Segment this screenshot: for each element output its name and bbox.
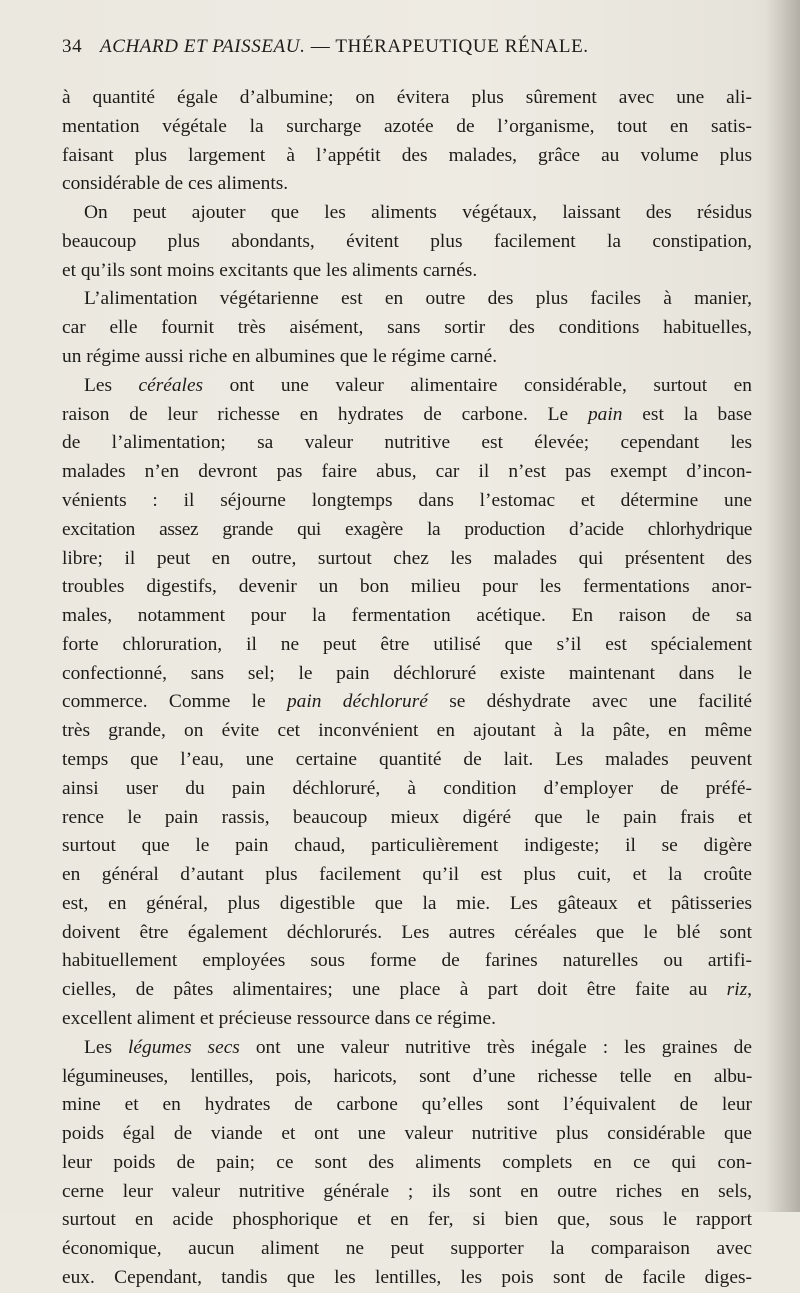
text-line: Les légumes secs ont une valeur nutritive très inégale : les graines de	[84, 1036, 752, 1058]
text-line: leur poids de pain; ce sont des aliments complets en ce qui con-	[62, 1151, 752, 1173]
text-line: de l’alimentation; sa valeur nutritive est élevée; cependant les	[62, 432, 752, 454]
text-line: ainsi user du pain déchloruré, à condition d’employer de préfé-	[62, 777, 752, 799]
text-line: surtout que le pain chaud, particulièrement indigeste; il se digère	[62, 835, 752, 857]
text-line: doivent être également déchlorurés. Les autres céréales que le blé sont	[62, 921, 752, 943]
text-line: en général d’autant plus facilement qu’il est plus cuit, et la croûte	[62, 864, 752, 886]
text-line: car elle fournit très aisément, sans sortir des conditions habituelles,	[62, 317, 752, 339]
paragraph	[62, 84, 752, 199]
text-line: à quantité égale d’albumine; on évitera plus sûrement avec une ali-	[62, 87, 752, 108]
text-line: et qu’ils sont moins excitants que les aliments carnés.	[62, 259, 478, 281]
text-line: surtout en acide phosphorique et en fer, si bien que, sous le rapport	[62, 1209, 752, 1231]
text-line: raison de leur richesse en hydrates de carbone. Le pain est la base	[62, 403, 752, 425]
text-line: un régime aussi riche en albumines que le régime carné.	[62, 346, 498, 368]
text-line: temps que l’eau, une certaine quantité de lait. Les malades peuvent	[62, 748, 752, 770]
text-line: malades n’en devront pas faire abus, car il n’est pas exempt d’incon-	[62, 461, 752, 483]
text-line: beaucoup plus abondants, évitent plus facilement la constipation,	[62, 230, 752, 252]
text-line: habituellement employées sous forme de farines naturelles ou artifi-	[62, 950, 752, 972]
text-line: très grande, on évite cet inconvénient en ajoutant à la pâte, en même	[62, 720, 752, 742]
paragraph	[62, 1034, 752, 1293]
text-line: cielles, de pâtes alimentaires; une place à part doit être faite au riz,	[62, 979, 752, 1001]
text-line: mentation végétale la surcharge azotée de l’organisme, tout en satis-	[62, 115, 752, 137]
paragraph	[62, 199, 752, 285]
text-line: économique, aucun aliment ne peut supporter la comparaison avec	[62, 1238, 752, 1260]
text-line: considérable de ces aliments.	[62, 173, 289, 195]
text-line: Les céréales ont une valeur alimentaire considérable, surtout en	[84, 374, 752, 396]
text-line: eux. Cependant, tandis que les lentilles, les pois sont de facile diges-	[62, 1267, 752, 1289]
header-title: — THÉRAPEUTIQUE RÉNALE.	[310, 36, 589, 57]
text-line: cerne leur valeur nutritive générale ; ils sont en outre riches en sels,	[62, 1180, 752, 1202]
text-line: rence le pain rassis, beaucoup mieux digéré que le pain frais et	[62, 806, 752, 828]
paragraph	[62, 372, 752, 1034]
text-line: troubles digestifs, devenir un bon milieu pour les fermentations anor-	[62, 576, 752, 598]
body-text	[62, 84, 752, 1293]
page-number: 34	[62, 36, 83, 57]
text-line: mine et en hydrates de carbone qu’elles sont l’équivalent de leur	[62, 1094, 752, 1116]
text-line: L’alimentation végétarienne est en outre des plus faciles à manier,	[84, 288, 752, 310]
text-line: forte chloruration, il ne peut être utilisé que s’il est spécialement	[62, 633, 752, 655]
text-line: est, en général, plus digestible que la mie. Les gâteaux et pâtisseries	[62, 892, 752, 914]
text-line: faisant plus largement à l’appétit des malades, grâce au volume plus	[62, 144, 752, 166]
running-header	[62, 36, 752, 66]
authors: ACHARD ET PAISSEAU.	[100, 36, 306, 57]
text-line: On peut ajouter que les aliments végétaux, laissant des résidus	[84, 202, 752, 224]
text-line: confectionné, sans sel; le pain déchloruré existe maintenant dans le	[62, 662, 752, 684]
text-line: males, notamment pour la fermentation acétique. En raison de sa	[62, 605, 752, 627]
text-line: poids égal de viande et ont une valeur nutritive plus considérable que	[62, 1123, 752, 1145]
text-line: libre; il peut en outre, surtout chez les malades qui présentent des	[62, 547, 752, 569]
text-line: légumineuses, lentilles, pois, haricots, sont d’une richesse telle en albu-	[62, 1065, 752, 1087]
page-spine-shadow	[766, 0, 800, 1212]
text-line: commerce. Comme le pain déchloruré se déshydrate avec une facilité	[62, 691, 752, 713]
running-title	[100, 36, 589, 58]
paragraph	[62, 285, 752, 371]
text-line: vénients : il séjourne longtemps dans l’estomac et détermine une	[62, 489, 752, 511]
text-line: excitation assez grande qui exagère la production d’acide chlorhydrique	[62, 518, 752, 540]
text-line: excellent aliment et précieuse ressource dans ce régime.	[62, 1008, 496, 1029]
